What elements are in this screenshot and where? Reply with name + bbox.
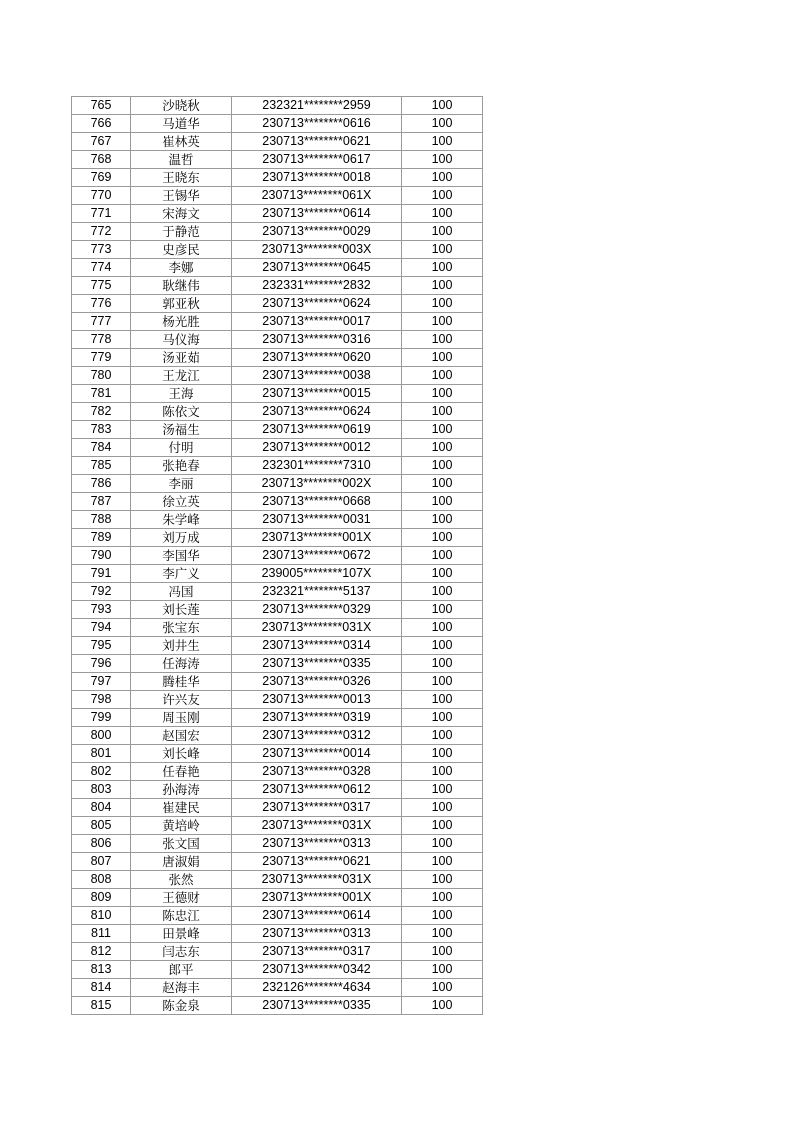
amount-cell: 100: [402, 979, 483, 997]
table-row: [72, 889, 483, 907]
amount-cell: 100: [402, 889, 483, 907]
amount-cell: 100: [402, 565, 483, 583]
amount-cell: 100: [402, 421, 483, 439]
table-row: [72, 313, 483, 331]
person-name: 刘长峰: [131, 745, 232, 763]
person-name: 腾桂华: [131, 673, 232, 691]
amount-cell: 100: [402, 277, 483, 295]
amount-cell: 100: [402, 313, 483, 331]
person-name: 郭亚秋: [131, 295, 232, 313]
id-number: 230713********0621: [232, 853, 402, 871]
amount-cell: 100: [402, 205, 483, 223]
id-number: 230713********0614: [232, 205, 402, 223]
table-row: [72, 979, 483, 997]
row-number: 814: [72, 979, 131, 997]
amount-cell: 100: [402, 727, 483, 745]
table-row: [72, 871, 483, 889]
person-name: 王龙江: [131, 367, 232, 385]
person-name: 闫志东: [131, 943, 232, 961]
amount-cell: 100: [402, 151, 483, 169]
id-number: 230713********061X: [232, 187, 402, 205]
amount-cell: 100: [402, 259, 483, 277]
person-name: 汤亚茹: [131, 349, 232, 367]
id-number: 232321********5137: [232, 583, 402, 601]
person-name: 刘井生: [131, 637, 232, 655]
person-name: 张然: [131, 871, 232, 889]
table-row: [72, 259, 483, 277]
person-name: 张宝东: [131, 619, 232, 637]
table-row: [72, 907, 483, 925]
person-name: 田景峰: [131, 925, 232, 943]
amount-cell: 100: [402, 547, 483, 565]
row-number: 775: [72, 277, 131, 295]
id-number: 230713********0317: [232, 943, 402, 961]
row-number: 769: [72, 169, 131, 187]
row-number: 803: [72, 781, 131, 799]
table-row: [72, 403, 483, 421]
id-number: 230713********002X: [232, 475, 402, 493]
person-name: 赵海丰: [131, 979, 232, 997]
amount-cell: 100: [402, 295, 483, 313]
id-number: 239005********107X: [232, 565, 402, 583]
table-row: [72, 799, 483, 817]
table-row: [72, 295, 483, 313]
amount-cell: 100: [402, 925, 483, 943]
row-number: 789: [72, 529, 131, 547]
amount-cell: 100: [402, 385, 483, 403]
id-number: 230713********0031: [232, 511, 402, 529]
id-number: 230713********0312: [232, 727, 402, 745]
amount-cell: 100: [402, 907, 483, 925]
row-number: 799: [72, 709, 131, 727]
row-number: 813: [72, 961, 131, 979]
row-number: 812: [72, 943, 131, 961]
table-row: [72, 223, 483, 241]
person-name: 陈金泉: [131, 997, 232, 1015]
amount-cell: 100: [402, 349, 483, 367]
amount-cell: 100: [402, 187, 483, 205]
amount-cell: 100: [402, 493, 483, 511]
person-name: 汤福生: [131, 421, 232, 439]
table-row: [72, 493, 483, 511]
row-number: 804: [72, 799, 131, 817]
person-name: 崔林英: [131, 133, 232, 151]
amount-cell: 100: [402, 475, 483, 493]
table-row: [72, 943, 483, 961]
id-number: 230713********0038: [232, 367, 402, 385]
amount-cell: 100: [402, 619, 483, 637]
id-number: 232321********2959: [232, 97, 402, 115]
table-row: [72, 151, 483, 169]
id-number: 230713********0319: [232, 709, 402, 727]
id-number: 230713********0335: [232, 655, 402, 673]
person-name: 宋海文: [131, 205, 232, 223]
row-number: 773: [72, 241, 131, 259]
row-number: 809: [72, 889, 131, 907]
person-name: 陈依文: [131, 403, 232, 421]
person-name: 张文国: [131, 835, 232, 853]
row-number: 808: [72, 871, 131, 889]
table-row: [72, 187, 483, 205]
table-row: [72, 421, 483, 439]
row-number: 794: [72, 619, 131, 637]
roster-table: [71, 96, 483, 1015]
table-row: [72, 529, 483, 547]
table-row: [72, 655, 483, 673]
table-row: [72, 781, 483, 799]
id-number: 230713********0314: [232, 637, 402, 655]
amount-cell: 100: [402, 169, 483, 187]
id-number: 230713********0313: [232, 925, 402, 943]
id-number: 230713********0012: [232, 439, 402, 457]
table-row: [72, 331, 483, 349]
table-row: [72, 205, 483, 223]
row-number: 784: [72, 439, 131, 457]
row-number: 810: [72, 907, 131, 925]
amount-cell: 100: [402, 367, 483, 385]
table-row: [72, 367, 483, 385]
table-row: [72, 925, 483, 943]
id-number: 232331********2832: [232, 277, 402, 295]
amount-cell: 100: [402, 511, 483, 529]
id-number: 230713********031X: [232, 871, 402, 889]
id-number: 230713********0317: [232, 799, 402, 817]
person-name: 刘长莲: [131, 601, 232, 619]
row-number: 805: [72, 817, 131, 835]
id-number: 230713********0672: [232, 547, 402, 565]
amount-cell: 100: [402, 817, 483, 835]
person-name: 王晓东: [131, 169, 232, 187]
row-number: 771: [72, 205, 131, 223]
id-number: 230713********0015: [232, 385, 402, 403]
id-number: 230713********0621: [232, 133, 402, 151]
table-row: [72, 547, 483, 565]
table-row: [72, 511, 483, 529]
amount-cell: 100: [402, 637, 483, 655]
table-row: [72, 475, 483, 493]
row-number: 774: [72, 259, 131, 277]
person-name: 黄培岭: [131, 817, 232, 835]
row-number: 766: [72, 115, 131, 133]
row-number: 765: [72, 97, 131, 115]
id-number: 230713********001X: [232, 529, 402, 547]
amount-cell: 100: [402, 529, 483, 547]
row-number: 807: [72, 853, 131, 871]
table-row: [72, 637, 483, 655]
id-number: 230713********0645: [232, 259, 402, 277]
person-name: 李国华: [131, 547, 232, 565]
row-number: 797: [72, 673, 131, 691]
amount-cell: 100: [402, 133, 483, 151]
person-name: 杨光胜: [131, 313, 232, 331]
row-number: 806: [72, 835, 131, 853]
person-name: 温哲: [131, 151, 232, 169]
id-number: 232301********7310: [232, 457, 402, 475]
person-name: 李广义: [131, 565, 232, 583]
row-number: 811: [72, 925, 131, 943]
table-row: [72, 727, 483, 745]
table-row: [72, 385, 483, 403]
amount-cell: 100: [402, 223, 483, 241]
row-number: 798: [72, 691, 131, 709]
id-number: 230713********0620: [232, 349, 402, 367]
table-row: [72, 691, 483, 709]
person-name: 许兴友: [131, 691, 232, 709]
person-name: 孙海涛: [131, 781, 232, 799]
row-number: 793: [72, 601, 131, 619]
person-name: 冯国: [131, 583, 232, 601]
amount-cell: 100: [402, 961, 483, 979]
amount-cell: 100: [402, 655, 483, 673]
id-number: 230713********0619: [232, 421, 402, 439]
amount-cell: 100: [402, 709, 483, 727]
person-name: 任春艳: [131, 763, 232, 781]
person-name: 付明: [131, 439, 232, 457]
table-row: [72, 673, 483, 691]
person-name: 郎平: [131, 961, 232, 979]
id-number: 232126********4634: [232, 979, 402, 997]
id-number: 230713********0614: [232, 907, 402, 925]
id-number: 230713********0313: [232, 835, 402, 853]
amount-cell: 100: [402, 799, 483, 817]
table-row: [72, 97, 483, 115]
amount-cell: 100: [402, 601, 483, 619]
row-number: 783: [72, 421, 131, 439]
id-number: 230713********0329: [232, 601, 402, 619]
table-row: [72, 709, 483, 727]
row-number: 800: [72, 727, 131, 745]
id-number: 230713********0029: [232, 223, 402, 241]
table-row: [72, 565, 483, 583]
table-row: [72, 853, 483, 871]
row-number: 802: [72, 763, 131, 781]
row-number: 787: [72, 493, 131, 511]
roster-table-body: [72, 97, 483, 1015]
table-row: [72, 115, 483, 133]
amount-cell: 100: [402, 241, 483, 259]
person-name: 李丽: [131, 475, 232, 493]
id-number: 230713********0326: [232, 673, 402, 691]
id-number: 230713********0316: [232, 331, 402, 349]
id-number: 230713********0018: [232, 169, 402, 187]
row-number: 768: [72, 151, 131, 169]
row-number: 782: [72, 403, 131, 421]
person-name: 周玉刚: [131, 709, 232, 727]
id-number: 230713********0335: [232, 997, 402, 1015]
amount-cell: 100: [402, 835, 483, 853]
row-number: 772: [72, 223, 131, 241]
id-number: 230713********0612: [232, 781, 402, 799]
amount-cell: 100: [402, 115, 483, 133]
person-name: 王德财: [131, 889, 232, 907]
person-name: 赵国宏: [131, 727, 232, 745]
id-number: 230713********0342: [232, 961, 402, 979]
table-row: [72, 169, 483, 187]
person-name: 张艳春: [131, 457, 232, 475]
table-row: [72, 349, 483, 367]
table-row: [72, 241, 483, 259]
row-number: 791: [72, 565, 131, 583]
amount-cell: 100: [402, 439, 483, 457]
table-row: [72, 133, 483, 151]
id-number: 230713********0328: [232, 763, 402, 781]
id-number: 230713********031X: [232, 619, 402, 637]
id-number: 230713********031X: [232, 817, 402, 835]
id-number: 230713********0013: [232, 691, 402, 709]
person-name: 崔建民: [131, 799, 232, 817]
id-number: 230713********0624: [232, 295, 402, 313]
row-number: 776: [72, 295, 131, 313]
table-row: [72, 745, 483, 763]
id-number: 230713********0014: [232, 745, 402, 763]
person-name: 刘万成: [131, 529, 232, 547]
amount-cell: 100: [402, 691, 483, 709]
table-row: [72, 601, 483, 619]
table-row: [72, 961, 483, 979]
row-number: 815: [72, 997, 131, 1015]
row-number: 795: [72, 637, 131, 655]
person-name: 史彦民: [131, 241, 232, 259]
person-name: 马道华: [131, 115, 232, 133]
amount-cell: 100: [402, 457, 483, 475]
id-number: 230713********003X: [232, 241, 402, 259]
row-number: 785: [72, 457, 131, 475]
row-number: 796: [72, 655, 131, 673]
amount-cell: 100: [402, 745, 483, 763]
amount-cell: 100: [402, 763, 483, 781]
amount-cell: 100: [402, 997, 483, 1015]
amount-cell: 100: [402, 403, 483, 421]
table-row: [72, 763, 483, 781]
id-number: 230713********0624: [232, 403, 402, 421]
amount-cell: 100: [402, 853, 483, 871]
amount-cell: 100: [402, 781, 483, 799]
id-number: 230713********0617: [232, 151, 402, 169]
table-row: [72, 835, 483, 853]
amount-cell: 100: [402, 97, 483, 115]
row-number: 788: [72, 511, 131, 529]
person-name: 于静范: [131, 223, 232, 241]
amount-cell: 100: [402, 871, 483, 889]
person-name: 王锡华: [131, 187, 232, 205]
row-number: 778: [72, 331, 131, 349]
id-number: 230713********001X: [232, 889, 402, 907]
person-name: 任海涛: [131, 655, 232, 673]
row-number: 770: [72, 187, 131, 205]
person-name: 唐淑娟: [131, 853, 232, 871]
person-name: 王海: [131, 385, 232, 403]
person-name: 马仪海: [131, 331, 232, 349]
person-name: 陈忠江: [131, 907, 232, 925]
person-name: 朱学峰: [131, 511, 232, 529]
row-number: 777: [72, 313, 131, 331]
row-number: 781: [72, 385, 131, 403]
person-name: 徐立英: [131, 493, 232, 511]
row-number: 801: [72, 745, 131, 763]
table-row: [72, 619, 483, 637]
row-number: 790: [72, 547, 131, 565]
row-number: 786: [72, 475, 131, 493]
table-row: [72, 457, 483, 475]
table-row: [72, 583, 483, 601]
table-row: [72, 817, 483, 835]
id-number: 230713********0017: [232, 313, 402, 331]
person-name: 李娜: [131, 259, 232, 277]
table-row: [72, 439, 483, 457]
id-number: 230713********0616: [232, 115, 402, 133]
person-name: 沙晓秋: [131, 97, 232, 115]
row-number: 780: [72, 367, 131, 385]
row-number: 779: [72, 349, 131, 367]
table-row: [72, 277, 483, 295]
person-name: 耿继伟: [131, 277, 232, 295]
amount-cell: 100: [402, 673, 483, 691]
row-number: 767: [72, 133, 131, 151]
table-row: [72, 997, 483, 1015]
amount-cell: 100: [402, 943, 483, 961]
amount-cell: 100: [402, 331, 483, 349]
id-number: 230713********0668: [232, 493, 402, 511]
row-number: 792: [72, 583, 131, 601]
amount-cell: 100: [402, 583, 483, 601]
